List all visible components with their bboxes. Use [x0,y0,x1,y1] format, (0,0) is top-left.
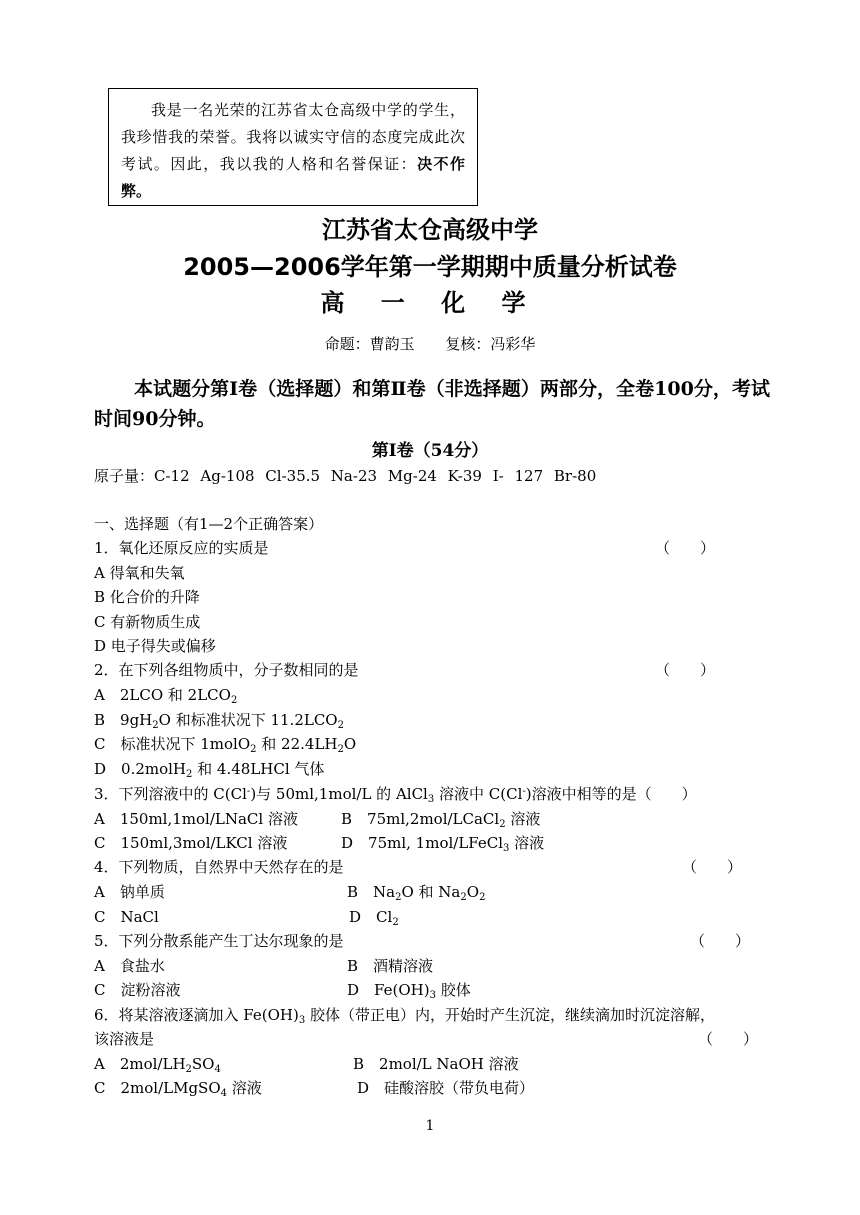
option-4b: B $Na_2O$ 和 $Na_2O_2$ [347,883,486,903]
author: 命题：曹韵玉 [324,335,415,353]
option-2b: B $9gH_2O$ 和标准状况下 $11.2LCO_2$ [94,711,344,731]
option-5b: B 酒精溶液 [347,957,434,975]
option-4a: A 钠单质 [94,883,165,901]
question-4: 4．下列物质，自然界中天然存在的是 [94,858,344,876]
authors [0,333,860,354]
option-6b: B 2mol/L NaOH 溶液 [353,1055,519,1073]
question-2: 2．在下列各组物质中，分子数相同的是 [94,661,359,679]
option-5c: C 淀粉溶液 [94,981,181,999]
reviewer: 复核：冯彩华 [445,335,536,353]
option-4d: D $Cl_2$ [349,908,399,928]
question-6-cont: 该溶液是 [94,1030,155,1048]
option-6a: A $2mol/LH_2SO_4$ [94,1055,221,1075]
option-4c: C NaCl [94,908,159,926]
exam-intro: 本试题分第Ⅰ卷（选择题）和第Ⅱ卷（非选择题）两部分，全卷100分，考试时间90分钟。 [94,378,770,430]
option-6c: C 2mol/LMgSO$_4$ 溶液 [94,1079,262,1099]
answer-bracket: （ ） [698,1030,759,1048]
option-6d: D 硅酸溶胶（带负电荷） [357,1079,535,1097]
honor-pledge-bold: 决不作弊。 [121,155,465,200]
part1-title: 第Ⅰ卷（54分） [371,441,489,461]
question-1: 1．氧化还原反应的实质是 [94,539,269,557]
question-6: 6．将某溶液逐滴加入 $Fe(OH)_3$ 胶体（带正电）内，开始时产生沉淀，继续滴加时沉淀溶解， [94,1006,716,1026]
option-2a: A 2LCO 和 $2LCO_2$ [94,686,238,706]
option-1a: A 得氧和失氧 [94,564,185,582]
subject-title: 高 一 化 学 [320,289,540,317]
option-3c: C 150ml,3mol/LKCl 溶液 [94,834,288,852]
option-3b: B 75ml,2mol/LCaCl$_2$ 溶液 [341,810,541,830]
answer-bracket: （ ） [690,932,751,950]
honor-pledge-box [108,88,478,206]
option-3d: D 75ml, 1mol/LFeCl$_3$ 溶液 [341,834,545,854]
answer-bracket: （ ） [655,661,716,679]
honor-pledge-text: 我是一名光荣的江苏省太仓高级中学的学生，我珍惜我的荣誉。我将以诚实守信的态度完成此次考试。因此，我以我的人格和名誉保证：决不作弊。 [121,101,465,200]
question-5: 5．下列分散系能产生丁达尔现象的是 [94,932,344,950]
option-3a: A 150ml,1mol/LNaCl 溶液 [94,810,298,828]
option-5a: A 食盐水 [94,957,165,975]
answer-bracket: （ ） [682,858,743,876]
atomic-masses: 原子量：C-12 Ag-108 Cl-35.5 Na-23 Mg-24 K-39 I- 127 Br-80 [94,467,597,485]
option-1d: D 电子得失或偏移 [94,637,216,655]
answer-bracket: （ ） [655,539,716,557]
exam-title: 2005—2006学年第一学期期中质量分析试卷 [183,253,677,281]
question-3: 3．下列溶液中的 C(Cl-)与 50ml,1mol/L 的 AlCl$_3$ 溶液中 C(Cl-)溶液中相等的是（ ） [94,785,697,805]
section-heading: 一、选择题（有1—2个正确答案） [94,515,324,533]
page-number: 1 [425,1118,435,1134]
option-1c: C 有新物质生成 [94,613,201,631]
option-2c: C 标准状况下 1molO$_2$ 和 $22.4LH_2O$ [94,735,357,755]
option-1b: B 化合价的升降 [94,588,200,606]
option-2d: D 0.2molH$_2$ 和 4.48LHCl 气体 [94,760,325,780]
school-title: 江苏省太仓高级中学 [322,216,538,244]
option-5d: D $Fe(OH)_3$ 胶体 [347,981,471,1001]
